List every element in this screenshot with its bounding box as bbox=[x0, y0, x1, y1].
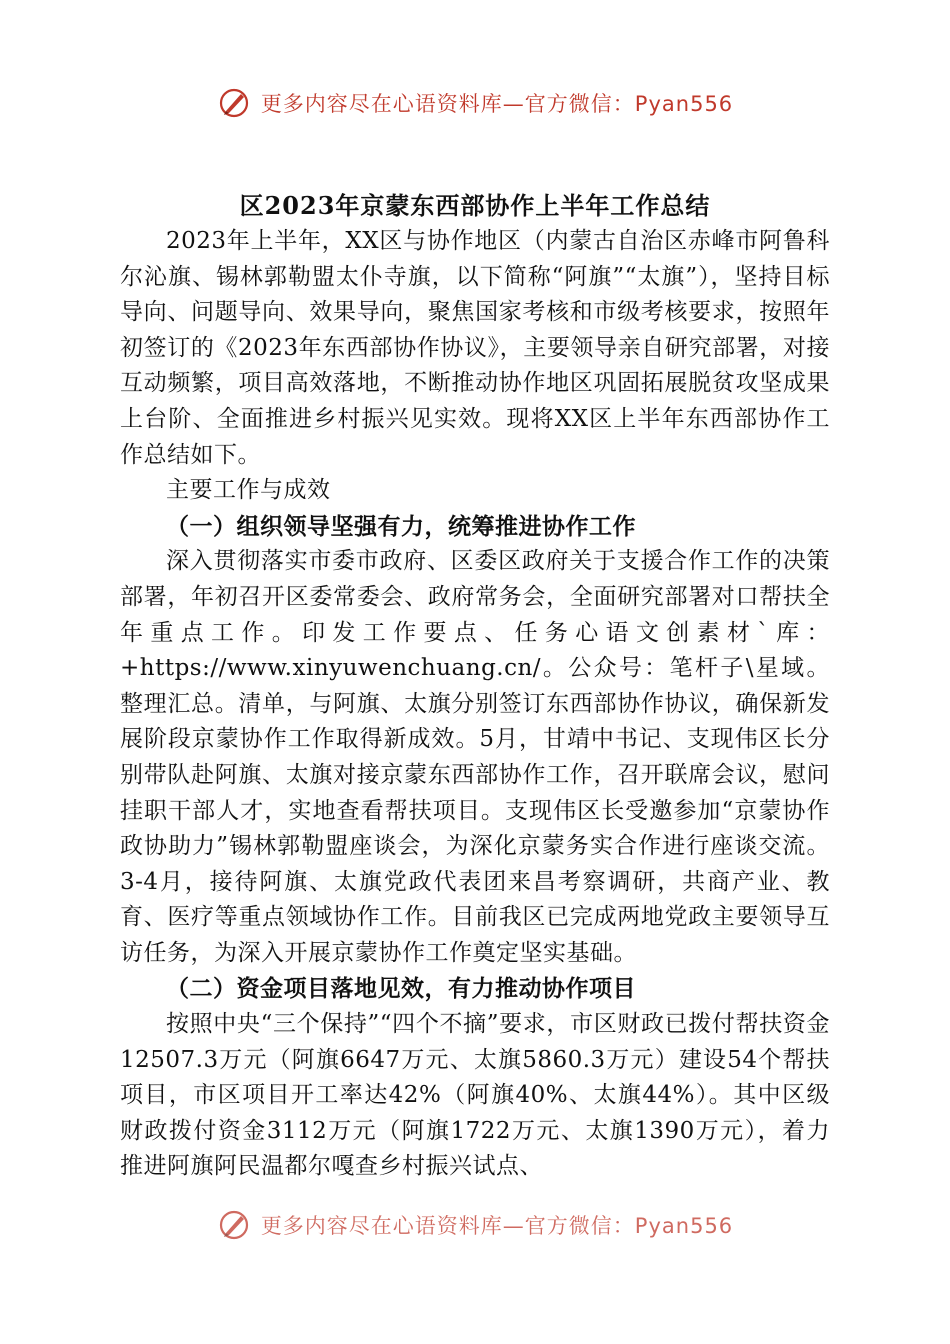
section1-heading: （一）组织领导坚强有力，统筹推进协作工作 bbox=[166, 512, 636, 540]
section-main-heading: 主要工作与成效 bbox=[166, 477, 331, 504]
watermark-text: 更多内容尽在心语资料库—官方微信：Pyan556 bbox=[260, 1214, 734, 1238]
pen-logo-icon bbox=[217, 1208, 251, 1242]
intro-paragraph: 2023年上半年，XX区与协作地区（内蒙古自治区赤峰市阿鲁科尔沁旗、锡林郭勒盟太仆寺旗，以下简称“阿旗”“太旗”），坚持目标导向、问题导向、效果导向，聚焦国家考核和市级考核要求，按照年初签订的《2023年东西部协作协议》，主要领导亲自研究部署，对接互动频繁，项目高效落地，不断推动协作地区巩固拓展脱贫攻坚成果上台阶、全面推进乡村振兴见实效。现将XX区上半年东西部协作工作总结如下。 bbox=[120, 228, 830, 468]
document-title: 区2023年京蒙东西部协作上半年工作总结 bbox=[239, 191, 711, 220]
section2-heading: （二）资金项目落地见效，有力推动协作项目 bbox=[166, 975, 636, 1003]
watermark-text: 更多内容尽在心语资料库—官方微信：Pyan556 bbox=[260, 92, 734, 116]
pen-logo-icon bbox=[217, 86, 251, 120]
section1-paragraph: 深入贯彻落实市委市政府、区委区政府关于支援合作工作的决策部署，年初召开区委常委会、政府常务会，全面研究部署对口帮扶全年重点工作。印发工作要点、任务心语文创素材`库：+https://www.xinyuwenchuang.cn/。公众号：笔杆子\星域。整理汇总。清单，与阿旗、太旗分别签订东西部协作协议，确保新发展阶段京蒙协作工作取得新成效。5月，甘靖中书记、支现伟区长分别带队赴阿旗、太旗对接京蒙东西部协作工作，召开联席会议，慰问挂职干部人才，实地查看帮扶项目。支现伟区长受邀参加“京蒙协作 政协助力”锡林郭勒盟座谈会，为深化京蒙务实合作进行座谈交流。3-4月，接待阿旗、太旗党政代表团来昌考察调研，共商产业、教育、医疗等重点领域协作工作。目前我区已完成两地党政主要领导互访任务，为深入开展京蒙协作工作奠定坚实基础。 bbox=[120, 548, 830, 966]
section2-paragraph: 按照中央“三个保持”“四个不摘”要求，市区财政已拨付帮扶资金12507.3万元（阿旗6647万元、太旗5860.3万元）建设54个帮扶项目，市区项目开工率达42%（阿旗40%、太旗44%）。其中区级财政拨付资金3112万元（阿旗1722万元、太旗1390万元），着力推进阿旗阿民温都尔嘎查乡村振兴试点、 bbox=[120, 1011, 830, 1180]
document-body bbox=[120, 188, 830, 1185]
watermark-header bbox=[0, 86, 950, 120]
watermark-footer bbox=[0, 1208, 950, 1242]
